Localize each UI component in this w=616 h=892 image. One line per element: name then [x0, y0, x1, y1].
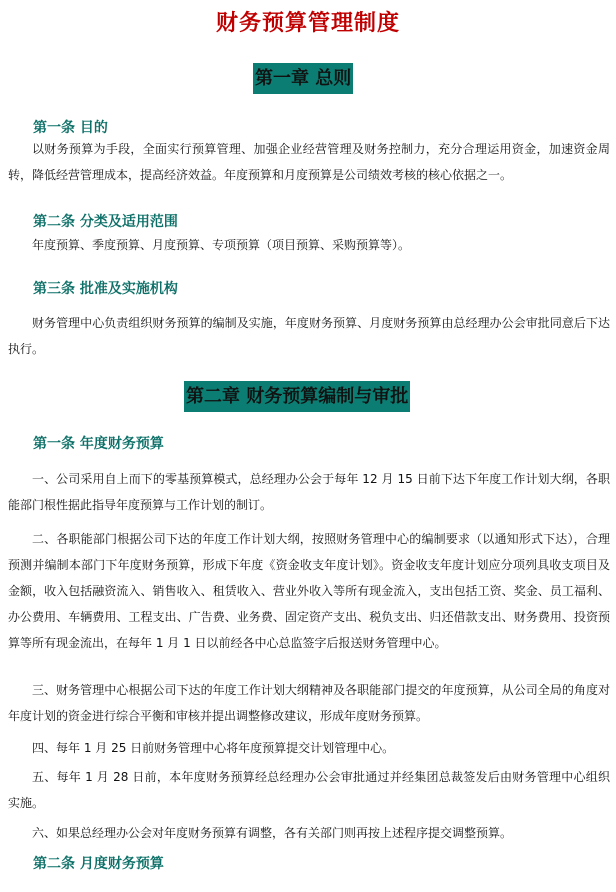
- chapter-1-article-1-heading: 第一条 目的: [33, 120, 108, 136]
- chapter-1-article-3-heading: 第三条 批准及实施机构: [33, 281, 178, 297]
- chapter-2-article-1-paragraph: 五、每年 1 月 28 日前，本年度财务预算经总经理办公会审批通过并经集团总裁签发后由财务管理中心组织实施。: [8, 770, 610, 810]
- chapter-2-heading: 第二章 财务预算编制与审批: [184, 381, 410, 412]
- chapter-1-article-3-text: 财务管理中心负责组织财务预算的编制及实施，年度财务预算、月度财务预算由总经理办公会审批同意后下达执行。: [8, 316, 610, 356]
- chapter-2-article-1-paragraph: 三、财务管理中心根据公司下达的年度工作计划大纲精神及各职能部门提交的年度预算，从公司全局的角度对年度计划的资金进行综合平衡和审核并提出调整修改建议，形成年度财务预算。: [8, 683, 610, 723]
- chapter-2-article-1-paragraph: 六、如果总经理办公会对年度财务预算有调整，各有关部门则再按上述程序提交调整预算。: [32, 826, 513, 840]
- chapter-1-article-1-text: 以财务预算为手段，全面实行预算管理、加强企业经营管理及财务控制力，充分合理运用资金，加速资金周转，降低经营管理成本，提高经济效益。年度预算和月度预算是公司绩效考核的核心依据之一。: [8, 142, 610, 182]
- chapter-2-article-1-paragraph: 四、每年 1 月 25 日前财务管理中心将年度预算提交计划管理中心。: [32, 741, 395, 755]
- chapter-2-article-2-heading: 第二条 月度财务预算: [33, 856, 164, 872]
- chapter-2-article-1-heading: 第一条 年度财务预算: [33, 436, 164, 452]
- chapter-1-article-2-heading: 第二条 分类及适用范围: [33, 214, 178, 230]
- chapter-2-article-1-paragraph: 二、各职能部门根据公司下达的年度工作计划大纲，按照财务管理中心的编制要求（以通知形式下达），合理预测并编制本部门下年度财务预算，形成下年度《资金收支年度计划》。资金收支年度计划应分项列具收支项目及金额，收入包括融资流入、销售收入、租赁收入、营业外收入等所有现金流入，支出包括工资、奖金、员工福利、办公费用、车辆费用、工程支出、广告费、业务费、固定资产支出、税负支出、归还借款支出、财务费用、投资预算等所有现金流出，在每年 1 月 1 日以前经各中心总监签字后报送财务管理中心。: [8, 532, 610, 650]
- document-title: 财务预算管理制度: [215, 10, 400, 36]
- chapter-1-article-2-text: 年度预算、季度预算、月度预算、专项预算（项目预算、采购预算等）。: [32, 238, 411, 252]
- chapter-2-article-1-paragraph: 一、公司采用自上而下的零基预算模式，总经理办公会于每年 12 月 15 日前下达下年度工作计划大纲，各职能部门根性据此指导年度预算与工作计划的制订。: [8, 472, 610, 512]
- chapter-1-heading: 第一章 总则: [253, 63, 353, 94]
